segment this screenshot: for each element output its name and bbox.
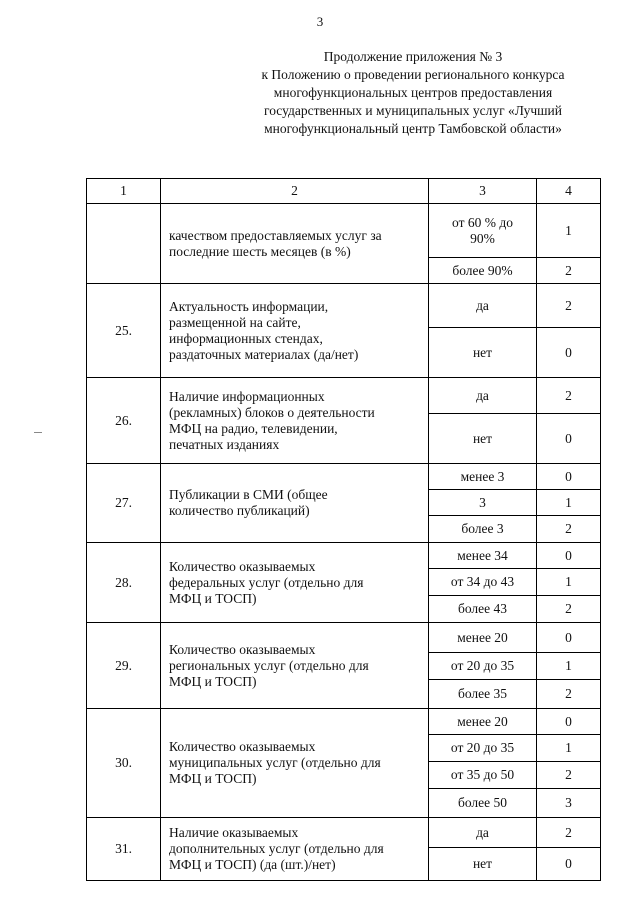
criteria-table-body (87, 179, 601, 881)
option-label: менее 20 (457, 629, 508, 645)
option-label: да (476, 387, 489, 403)
option-cell (429, 623, 537, 653)
points-cell: 2 (537, 680, 601, 709)
points-cell: 0 (537, 328, 601, 378)
option-label: более 50 (457, 795, 508, 810)
option-label: от 35 до 50 (450, 767, 515, 782)
header-line: государственных и муниципальных услуг «Лучший (264, 103, 562, 118)
criterion-line: Наличие оказываемых (169, 825, 299, 840)
option-cell (429, 464, 537, 490)
row-number: 30. (87, 709, 161, 818)
points-cell: 2 (537, 378, 601, 414)
points-cell: 0 (537, 623, 601, 653)
option-cell (429, 258, 537, 284)
criterion-line: МФЦ и ТОСП) (169, 590, 257, 606)
table-row (87, 709, 601, 735)
criterion-cell (161, 543, 429, 623)
points-cell: 1 (537, 490, 601, 516)
row-number: 31. (87, 818, 161, 881)
option-cell (429, 378, 537, 414)
table-row (87, 818, 601, 848)
criterion-line: дополнительных услуг (отдельно для (169, 841, 384, 856)
criterion-line: раздаточных материалах (да/нет) (169, 346, 359, 362)
criterion-line: последние шесть месяцев (в %) (169, 243, 351, 259)
header-line: к Положению о проведении регионального конкурса (261, 67, 565, 82)
row-number (87, 204, 161, 284)
table-header-row (87, 179, 601, 204)
table-row (87, 543, 601, 569)
option-cell (429, 848, 537, 881)
row-number: 29. (87, 623, 161, 709)
option-label: от 34 до 43 (450, 574, 515, 589)
option-cell (429, 284, 537, 328)
points-cell: 2 (537, 516, 601, 543)
column-header: 4 (537, 179, 601, 204)
points-cell: 0 (537, 543, 601, 569)
option-label: менее 3 (460, 468, 505, 484)
option-label: более 35 (457, 686, 508, 701)
criteria-table (86, 178, 601, 881)
header-line: Продолжение приложения № 3 (323, 49, 503, 64)
points-cell: 1 (537, 569, 601, 596)
criterion-cell (161, 709, 429, 818)
points-cell: 0 (537, 709, 601, 735)
page-number: 3 (316, 14, 324, 29)
points-cell: 2 (537, 818, 601, 848)
criterion-line: МФЦ и ТОСП) (169, 673, 257, 689)
criterion-cell (161, 284, 429, 378)
criterion-line: МФЦ и ТОСП) (169, 771, 257, 786)
option-cell (429, 709, 537, 735)
option-cell (429, 680, 537, 709)
option-cell (429, 569, 537, 596)
option-cell (429, 543, 537, 569)
option-label: менее 20 (457, 713, 508, 729)
criterion-line: МФЦ и ТОСП) (да (шт.)/нет) (169, 857, 336, 872)
criterion-cell (161, 378, 429, 464)
criterion-cell (161, 204, 429, 284)
criterion-cell (161, 623, 429, 709)
option-label: более 43 (457, 601, 508, 616)
option-cell (429, 328, 537, 378)
points-cell: 2 (537, 258, 601, 284)
option-cell (429, 596, 537, 623)
row-number: 25. (87, 284, 161, 378)
points-cell: 3 (537, 789, 601, 818)
points-cell: 1 (537, 735, 601, 762)
points-cell: 0 (537, 848, 601, 881)
table-row (87, 284, 601, 328)
appendix-header (228, 48, 598, 138)
points-cell: 0 (537, 464, 601, 490)
table-row (87, 623, 601, 653)
points-cell: 1 (537, 204, 601, 258)
criterion-line: количество публикаций) (169, 503, 310, 518)
option-cell (429, 762, 537, 789)
option-cell (429, 653, 537, 680)
option-label: более 3 (461, 521, 504, 536)
criterion-cell (161, 464, 429, 543)
option-cell (429, 414, 537, 464)
criterion-line: (рекламных) блоков о деятельности (169, 404, 375, 420)
criterion-line: Количество оказываемых (169, 739, 316, 754)
option-cell (429, 789, 537, 818)
row-number: 28. (87, 543, 161, 623)
table-row (87, 378, 601, 414)
criterion-line: размещенной на сайте, (169, 314, 301, 330)
row-number: 26. (87, 378, 161, 464)
option-label: от 20 до 35 (450, 740, 515, 755)
option-label: нет (472, 430, 493, 446)
criterion-line: МФЦ на радио, телевидении, (169, 420, 338, 436)
option-cell (429, 204, 537, 258)
option-cell (429, 735, 537, 762)
option-label: менее 34 (457, 547, 508, 563)
criterion-line: федеральных услуг (отдельно для (169, 574, 364, 590)
criterion-line: региональных услуг (отдельно для (169, 657, 369, 673)
row-number: 27. (87, 464, 161, 543)
option-cell (429, 516, 537, 543)
column-header: 3 (429, 179, 537, 204)
criterion-line: Количество оказываемых (169, 558, 316, 574)
option-label: да (476, 297, 489, 313)
criterion-line: Наличие информационных (169, 388, 325, 404)
table-row (87, 204, 601, 258)
column-header: 1 (87, 179, 161, 204)
criterion-cell (161, 818, 429, 881)
column-header: 2 (161, 179, 429, 204)
option-label: 3 (479, 494, 486, 510)
option-label: нет (472, 856, 493, 871)
points-cell: 2 (537, 762, 601, 789)
option-cell (429, 818, 537, 848)
criterion-line: Актуальность информации, (169, 298, 329, 314)
table-row (87, 464, 601, 490)
header-line: многофункциональных центров предоставления (273, 85, 553, 100)
points-cell: 0 (537, 414, 601, 464)
header-line: многофункциональный центр Тамбовской области» (264, 121, 562, 136)
option-cell (429, 490, 537, 516)
criterion-line: качеством предоставляемых услуг за (169, 227, 382, 243)
points-cell: 2 (537, 596, 601, 623)
points-cell: 2 (537, 284, 601, 328)
criterion-line: печатных изданиях (169, 436, 280, 452)
points-cell: 1 (537, 653, 601, 680)
criterion-line: муниципальных услуг (отдельно для (169, 755, 381, 770)
margin-mark (34, 432, 42, 433)
option-label: нет (472, 344, 493, 360)
criterion-line: Количество оказываемых (169, 641, 316, 657)
option-label: 90% (470, 230, 495, 246)
option-label: более 90% (452, 262, 513, 278)
criterion-line: информационных стендах, (169, 330, 323, 346)
option-label: от 20 до 35 (450, 658, 515, 673)
criterion-line: Публикации в СМИ (общее (169, 487, 328, 502)
option-label: да (476, 824, 489, 840)
option-label: от 60 % до (452, 214, 513, 230)
